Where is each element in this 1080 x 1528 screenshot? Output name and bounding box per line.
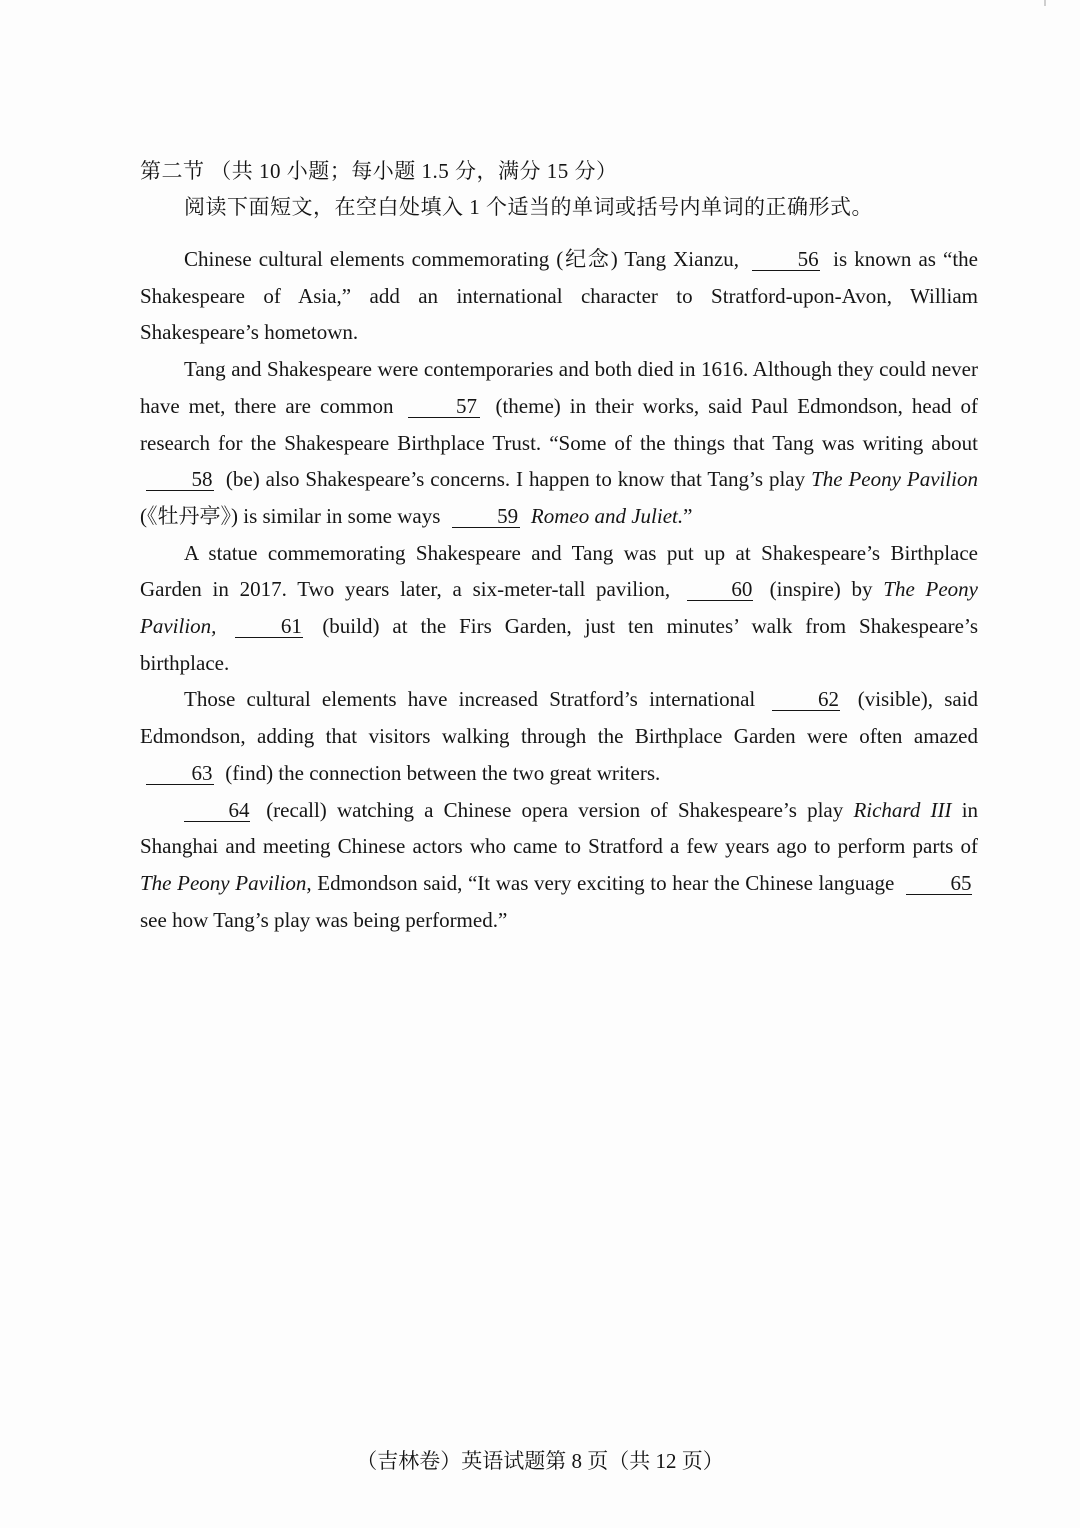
- section-title: 第二节 （共 10 小题；每小题 1.5 分，满分 15 分）: [140, 159, 618, 183]
- p3-text-2: (inspire) by: [769, 577, 873, 602]
- p5-title-richard: Richard III: [853, 797, 952, 822]
- blank-65: 65: [906, 872, 972, 895]
- p1-text-2: is known as “the Shakespeare of Asia,” add an international character to Stratford-upon-Avon, William Shakespeare’s hometown.: [140, 247, 978, 345]
- blank-56: 56: [752, 248, 820, 271]
- paragraph-5: [140, 792, 978, 939]
- paragraph-2: [140, 351, 978, 535]
- p1-text-1: Chinese cultural elements commemorating (纪念) Tang Xianzu,: [184, 247, 740, 271]
- p5-text-3: , Edmondson said, “It was very exciting to hear the Chinese language: [306, 870, 895, 895]
- p3-title-peony: The Peony Pavilion,: [140, 577, 978, 639]
- p5-text-4: see how Tang’s play was being performed.”: [140, 907, 508, 932]
- blank-63: 63: [146, 762, 214, 785]
- p5-text-2: in Shanghai and meeting Chinese actors who came to Stratford a few years ago to perform parts of: [140, 797, 979, 859]
- p2-text-3: (be) also Shakespeare’s concerns. I happen to know that Tang’s play: [225, 467, 806, 492]
- cloze-passage: [140, 241, 978, 938]
- blank-62: 62: [772, 688, 840, 711]
- p4-text-1: Those cultural elements have increased Stratford’s international: [184, 687, 756, 712]
- p4-text-3: (find) the connection between the two great writers.: [225, 760, 661, 785]
- p2-text-1: Tang and Shakespeare were contemporaries and both died in 1616. Although they could never have met, there are common: [140, 357, 978, 418]
- p3-text-3: (build) at the Firs Garden, just ten minutes’ walk from Shakespeare’s birthplace.: [140, 614, 978, 675]
- scan-speck: [1044, 0, 1046, 6]
- paragraph-4: [140, 681, 978, 791]
- page-footer: （吉林卷）英语试题第 8 页（共 12 页）: [356, 1449, 724, 1473]
- p2-title-peony: The Peony Pavilion: [811, 467, 979, 492]
- paragraph-3: [140, 535, 978, 682]
- blank-57: 57: [408, 395, 480, 418]
- p5-text-1: (recall) watching a Chinese opera version of Shakespeare’s play: [266, 797, 844, 822]
- blank-58: 58: [146, 468, 214, 491]
- paragraph-1: [140, 241, 978, 351]
- p2-text-4: (《牡丹亭》) is similar in some ways: [140, 503, 441, 528]
- section-instruction: 阅读下面短文，在空白处填入 1 个适当的单词或括号内单词的正确形式。: [184, 195, 873, 219]
- blank-59: 59: [452, 505, 520, 528]
- p5-title-peony: The Peony Pavilion: [140, 870, 307, 895]
- p4-text-2: (visible), said Edmondson, adding that visitors walking through the Birthplace Garden were often amazed: [140, 687, 979, 749]
- blank-64: 64: [184, 799, 250, 822]
- p2-text-2: (theme) in their works, said Paul Edmondson, head of research for the Shakespeare Birthplace Trust. “Some of the things that Tang was writing about: [140, 393, 979, 455]
- p3-text-1: A statue commemorating Shakespeare and Tang was put up at Shakespeare’s Birthplace Garden in 2017. Two years later, a six-meter-tall pavilion,: [140, 540, 978, 602]
- blank-60: 60: [687, 578, 753, 601]
- p2-text-5: ”: [683, 503, 693, 528]
- blank-61: 61: [235, 615, 303, 638]
- p2-title-romeo: Romeo and Juliet.: [530, 503, 684, 528]
